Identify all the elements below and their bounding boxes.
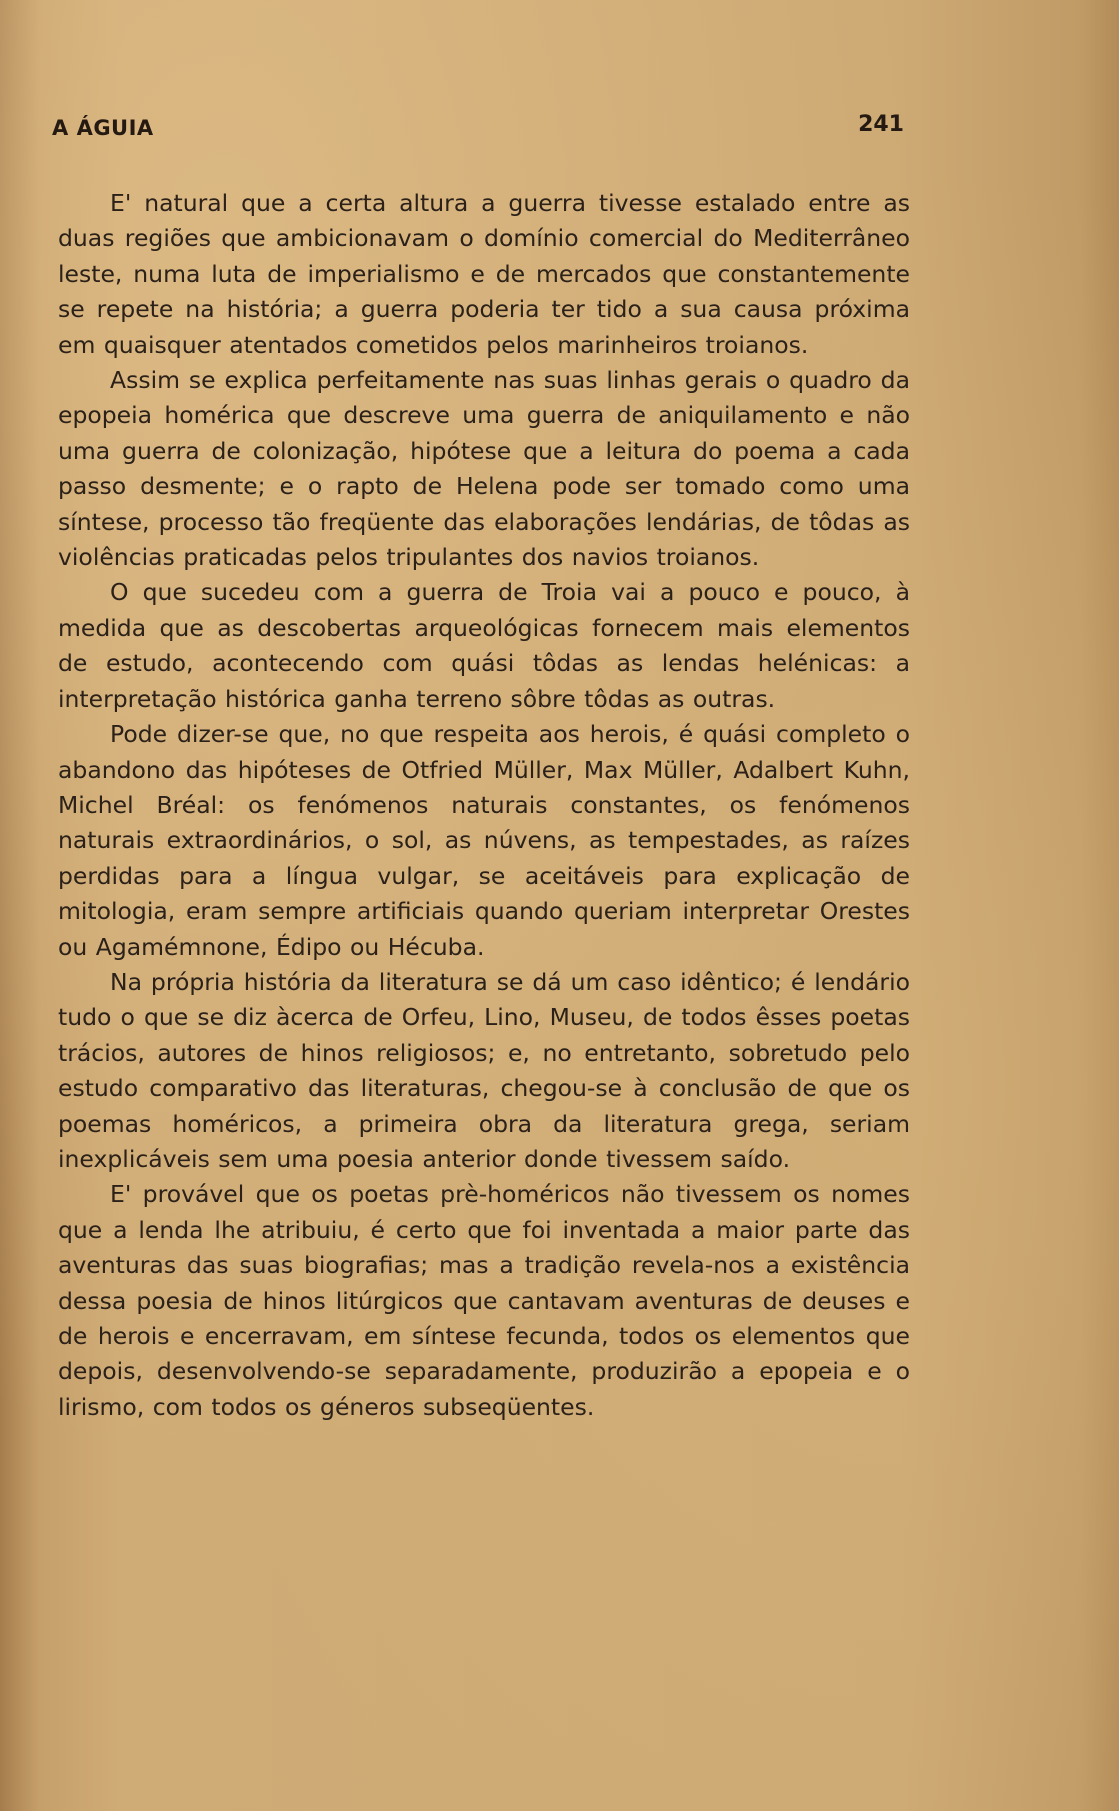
paragraph-2: Assim se explica perfeitamente nas suas linhas gerais o quadro da epopeia homérica que descreve uma guerra de aniquilamento e não uma guerra de colonização, hipótese que a leitura do poema a cada passo desmente; e o rapto de Helena pode ser tomado como uma síntese, processo tão freqüente das elaborações lendárias, de tôdas as violências praticadas pelos tripulantes dos navios troianos. [58, 366, 910, 572]
journal-title: A ÁGUIA [52, 116, 154, 140]
running-head [52, 112, 904, 150]
paragraph-6: E' provável que os poetas prè-homéricos não tivessem os nomes que a lenda lhe atribuiu, é certo que foi inventada a maior parte das aventuras das suas biografias; mas a tradição revela-nos a existência dessa poesia de hinos litúrgicos que cantavam aventuras de deuses e de herois e encerravam, em síntese fecunda, todos os elementos que depois, desenvolvendo-se separadamente, produzirão a epopeia e o lirismo, com todos os géneros subseqüentes. [58, 1180, 910, 1421]
paragraph-5: Na própria história da literatura se dá um caso idêntico; é lendário tudo o que se diz àcerca de Orfeu, Lino, Museu, de todos êsses poetas trácios, autores de hinos religiosos; e, no entretanto, sobretudo pelo estudo comparativo das literaturas, chegou-se à conclusão de que os poemas homéricos, a primeira obra da literatura grega, seriam inexplicáveis sem uma poesia anterior donde tivessem saído. [58, 967, 910, 1173]
paragraph-4: Pode dizer-se que, no que respeita aos herois, é quási completo o abandono das hipóteses de Otfried Müller, Max Müller, Adalbert Kuhn, Michel Bréal: os fenómenos naturais constantes, os fenómenos naturais extraordinários, o sol, as núvens, as tempestades, as raízes perdidas para a língua vulgar, se aceitáveis para explicação de mitologia, eram sempre artificiais quando queriam interpretar Orestes ou Agamémnone, Édipo ou Hécuba. [58, 720, 910, 961]
paragraph-1: E' natural que a certa altura a guerra tivesse estalado entre as duas regiões que ambicionavam o domínio comercial do Mediterrâneo leste, numa luta de imperialismo e de mercados que constantemente se repete na história; a guerra poderia ter tido a sua causa próxima em quaisquer atentados cometidos pelos marinheiros troianos. [58, 189, 910, 359]
page-number: 241 [858, 112, 904, 137]
paragraph-3: O que sucedeu com a guerra de Troia vai a pouco e pouco, à medida que as descobertas arqueológicas fornecem mais elementos de estudo, acontecendo com quási tôdas as lendas helénicas: a interpretação histórica ganha terreno sôbre tôdas as outras. [58, 578, 910, 713]
body-text [58, 186, 910, 1425]
